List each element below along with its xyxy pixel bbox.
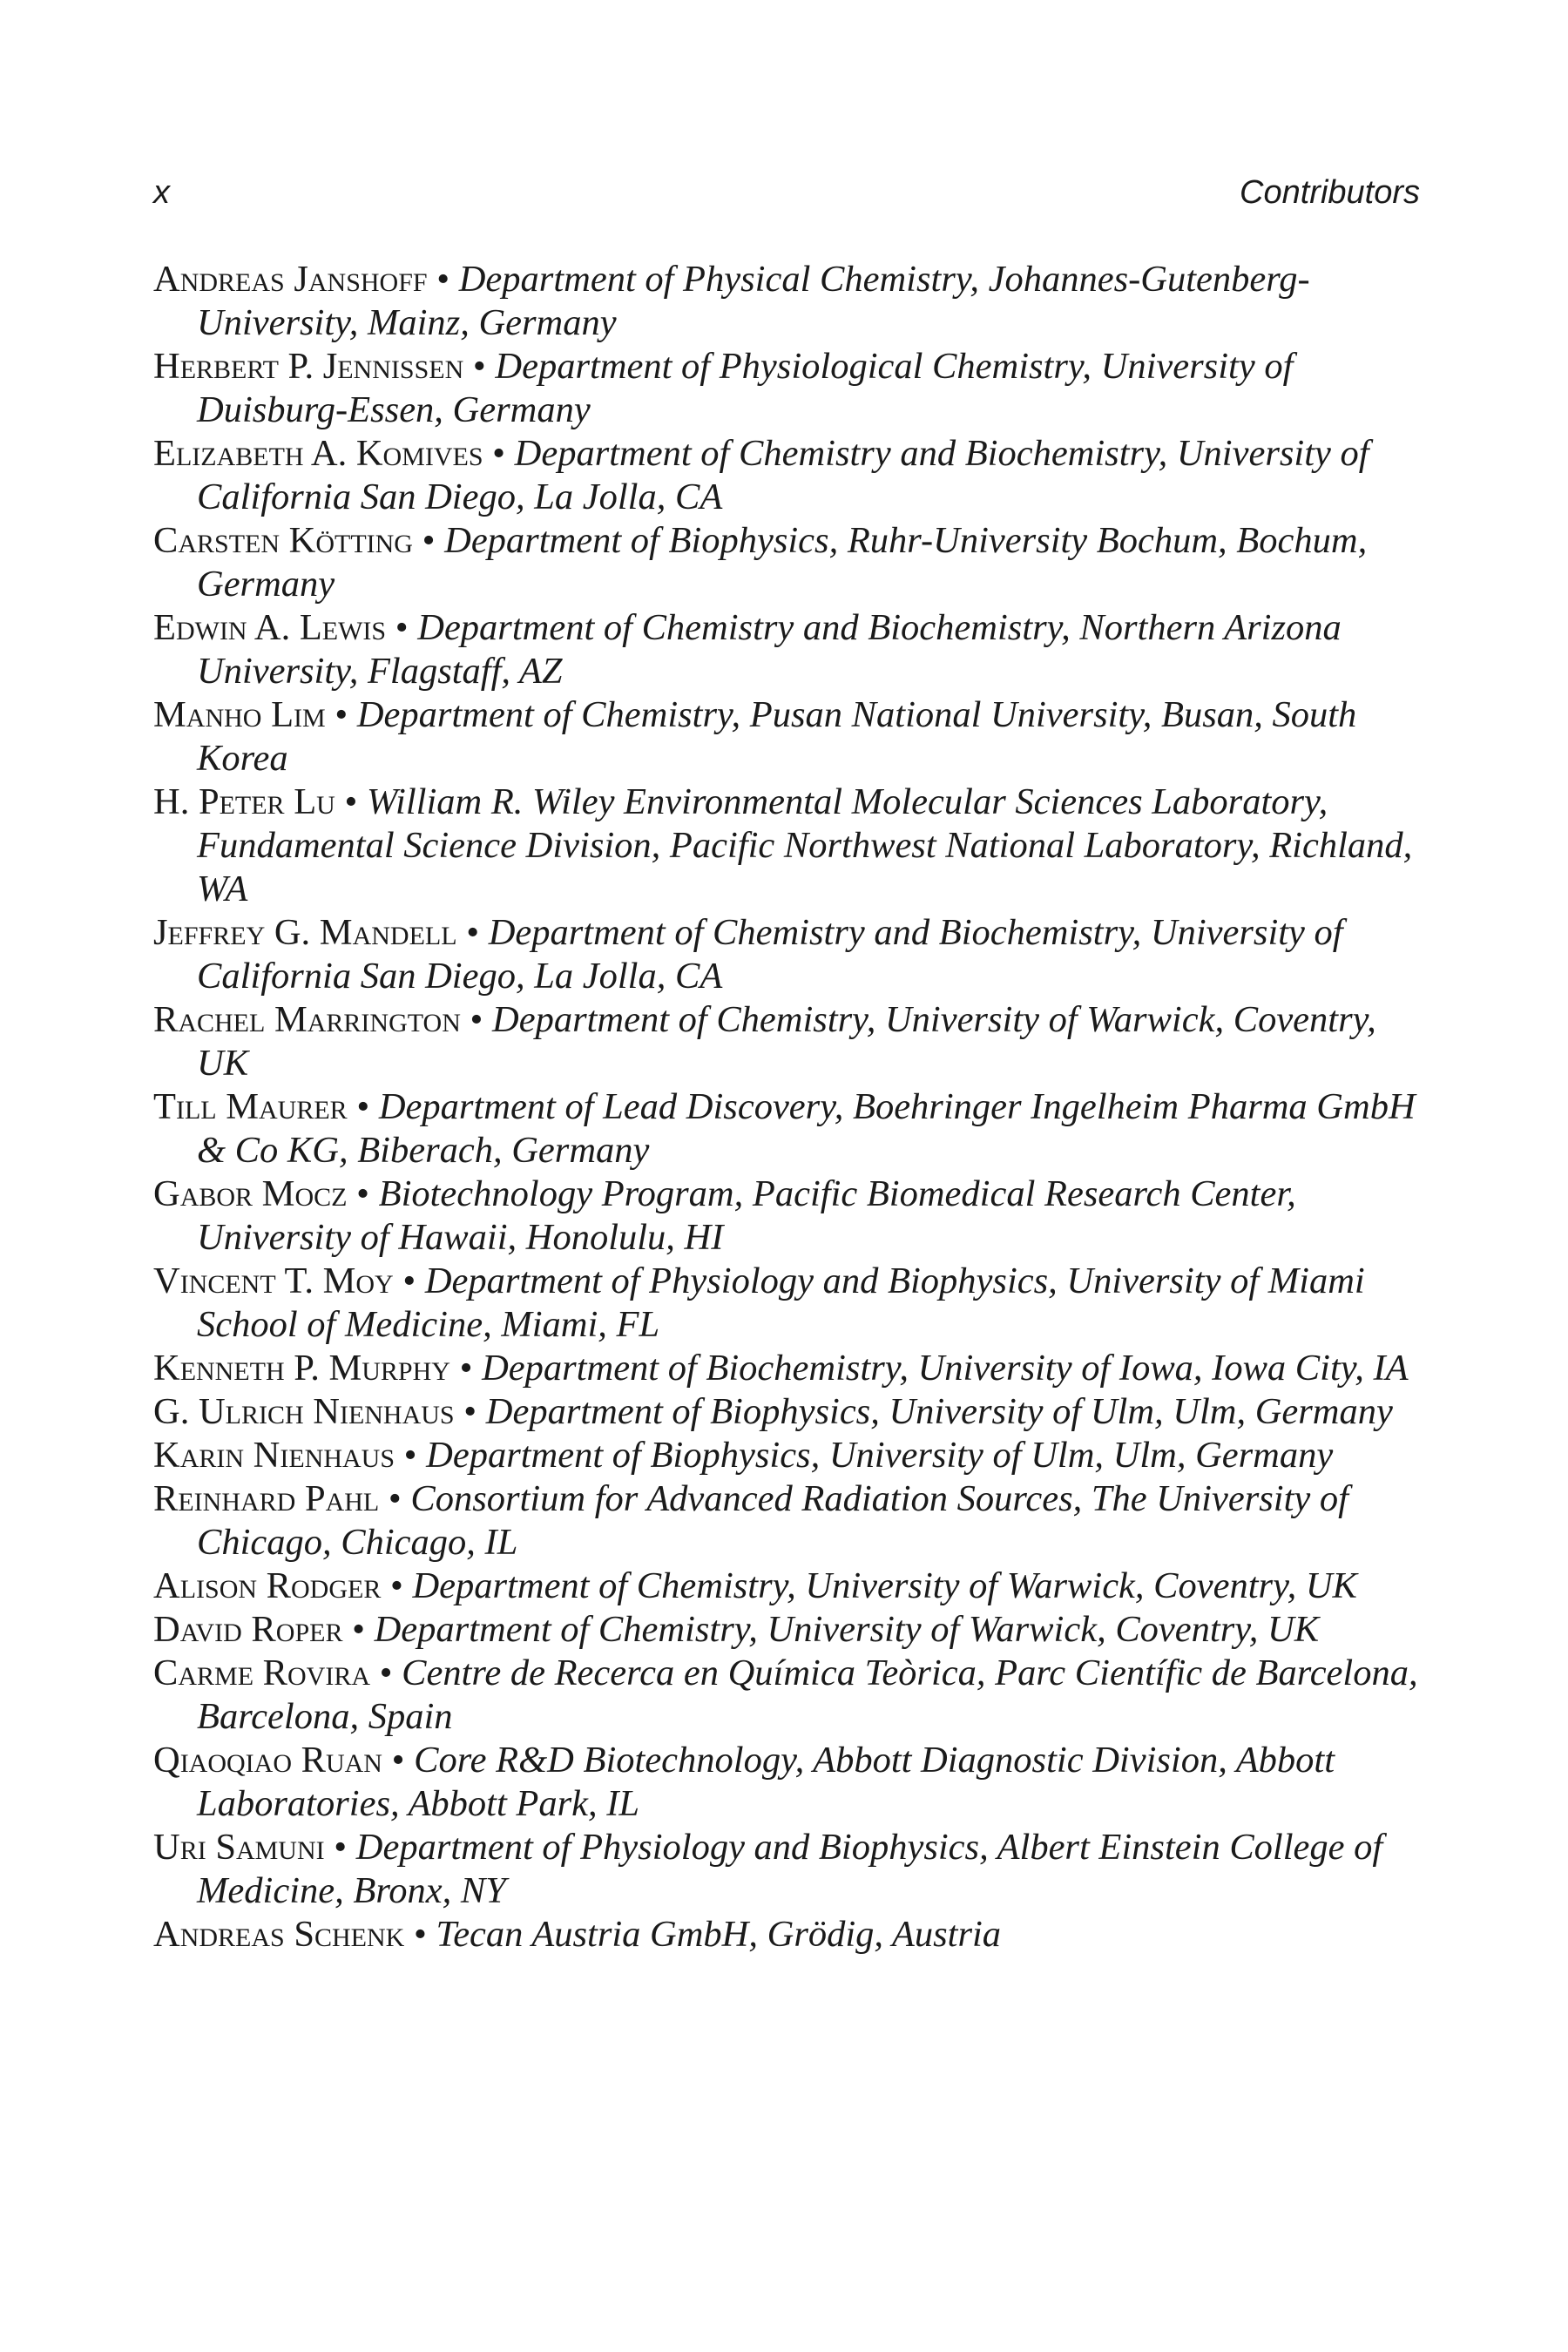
contributor-entry	[153, 1739, 1425, 1826]
contributor-name: G. Ulrich Nienhaus	[153, 1391, 455, 1432]
contributor-name: Rachel Marrington	[153, 999, 461, 1040]
contributor-name: Karin Nienhaus	[153, 1435, 395, 1476]
contributor-name: Carme Rovira	[153, 1652, 370, 1693]
contributor-entry	[153, 345, 1425, 432]
contributor-name: Alison Rodger	[153, 1565, 382, 1606]
contributor-name: Andreas Schenk	[153, 1914, 405, 1955]
contributor-affiliation: Department of Chemistry, University of Warwick, Coventry, UK	[412, 1565, 1357, 1606]
bullet-separator: •	[388, 1478, 402, 1519]
contributor-name: Edwin A. Lewis	[153, 607, 387, 648]
contributor-affiliation: Biotechnology Program, Pacific Biomedical Research Center, University of Hawaii, Honolulu, HI	[197, 1173, 1296, 1258]
page-header	[153, 171, 1420, 214]
contributor-affiliation: Department of Chemistry and Biochemistry, Northern Arizona University, Flagstaff, AZ	[197, 607, 1342, 692]
contributor-entry	[153, 1260, 1425, 1347]
contributor-entry	[153, 1173, 1425, 1260]
contributor-affiliation: Consortium for Advanced Radiation Sources, The University of Chicago, Chicago, IL	[197, 1478, 1348, 1563]
bullet-separator: •	[470, 999, 483, 1040]
contributor-entry	[153, 432, 1425, 519]
contributor-affiliation: Department of Chemistry and Biochemistry, University of California San Diego, La Jolla, CA	[197, 433, 1369, 517]
contributor-affiliation: Department of Lead Discovery, Boehringer Ingelheim Pharma GmbH & Co KG, Biberach, Germany	[197, 1086, 1416, 1171]
contributor-affiliation: Department of Chemistry and Biochemistry, University of California San Diego, La Jolla, CA	[197, 912, 1343, 997]
contributor-entry	[153, 1434, 1425, 1477]
contributor-entry	[153, 781, 1425, 911]
contributor-entry	[153, 1565, 1425, 1608]
bullet-separator: •	[466, 912, 480, 953]
running-title: Contributors	[1240, 174, 1420, 211]
contributor-name: Herbert P. Jennissen	[153, 346, 464, 387]
contributor-name: Jeffrey G. Mandell	[153, 912, 457, 953]
contributor-affiliation: Department of Physiology and Biophysics, Albert Einstein College of Medicine, Bronx, NY	[197, 1827, 1383, 1911]
contributor-entry	[153, 1390, 1425, 1434]
bullet-separator: •	[459, 1348, 473, 1389]
contributor-entry	[153, 606, 1425, 693]
contributor-affiliation: Department of Biophysics, University of Ulm, Ulm, Germany	[426, 1435, 1334, 1476]
contributor-name: H. Peter Lu	[153, 781, 335, 822]
contributor-entry	[153, 1826, 1425, 1913]
contributor-affiliation: Department of Chemistry, Pusan National University, Busan, South Korea	[197, 694, 1357, 779]
contributor-entry	[153, 1347, 1425, 1390]
contributor-affiliation: Centre de Recerca en Química Teòrica, Parc Científic de Barcelona, Barcelona, Spain	[197, 1652, 1418, 1737]
contributor-name: Andreas Janshoff	[153, 259, 428, 300]
contributor-entry	[153, 519, 1425, 606]
contributor-affiliation: Department of Biochemistry, University of Iowa, Iowa City, IA	[482, 1348, 1409, 1389]
bullet-separator: •	[463, 1391, 477, 1432]
bullet-separator: •	[334, 1827, 348, 1868]
bullet-separator: •	[356, 1173, 369, 1214]
contributor-entry	[153, 911, 1425, 998]
bullet-separator: •	[422, 520, 436, 561]
contributor-entry	[153, 998, 1425, 1085]
contributor-name: Qiaoqiao Ruan	[153, 1740, 382, 1781]
bullet-separator: •	[403, 1435, 417, 1476]
bullet-separator: •	[402, 1260, 416, 1301]
bullet-separator: •	[436, 259, 450, 300]
bullet-separator: •	[344, 781, 358, 822]
bullet-separator: •	[352, 1609, 365, 1650]
contributor-affiliation: Department of Physiological Chemistry, University of Duisburg-Essen, Germany	[197, 346, 1294, 430]
bullet-separator: •	[335, 694, 348, 735]
contributor-name: Vincent T. Moy	[153, 1260, 394, 1301]
contributor-entry	[153, 1608, 1425, 1652]
contributor-entry	[153, 1085, 1425, 1173]
bullet-separator: •	[356, 1086, 370, 1127]
contributor-affiliation: Core R&D Biotechnology, Abbott Diagnostic Division, Abbott Laboratories, Abbott Park, IL	[197, 1740, 1335, 1824]
contributor-affiliation: Department of Physical Chemistry, Johannes-Gutenberg-University, Mainz, Germany	[197, 259, 1310, 343]
contributor-entry	[153, 1913, 1425, 1957]
contributor-entry	[153, 693, 1425, 781]
contributor-name: Reinhard Pahl	[153, 1478, 380, 1519]
contributor-affiliation: Department of Chemistry, University of Warwick, Coventry, UK	[374, 1609, 1320, 1650]
contributor-affiliation: Department of Biophysics, Ruhr-University Bochum, Bochum, Germany	[197, 520, 1368, 605]
contributor-name: Elizabeth A. Komives	[153, 433, 483, 474]
bullet-separator: •	[379, 1652, 393, 1693]
bullet-separator: •	[472, 346, 486, 387]
contributor-name: Uri Samuni	[153, 1827, 325, 1868]
contributor-entry	[153, 1477, 1425, 1565]
bullet-separator: •	[391, 1740, 405, 1781]
contributor-affiliation: Department of Biophysics, University of Ulm, Ulm, Germany	[485, 1391, 1393, 1432]
page-number: x	[153, 174, 170, 211]
contributor-affiliation: Tecan Austria GmbH, Grödig, Austria	[436, 1914, 1002, 1955]
contributor-name: Carsten Kötting	[153, 520, 413, 561]
bullet-separator: •	[395, 607, 409, 648]
contributor-affiliation: Department of Chemistry, University of Warwick, Coventry, UK	[197, 999, 1376, 1084]
bullet-separator: •	[413, 1914, 427, 1955]
contributor-affiliation: Department of Physiology and Biophysics, University of Miami School of Medicine, Miami, FL	[197, 1260, 1365, 1345]
contributor-name: Kenneth P. Murphy	[153, 1348, 450, 1389]
contributor-entry	[153, 258, 1425, 345]
contributor-name: Gabor Mocz	[153, 1173, 348, 1214]
bullet-separator: •	[389, 1565, 403, 1606]
contributor-list	[153, 258, 1425, 1957]
bullet-separator: •	[492, 433, 506, 474]
contributor-name: Manho Lim	[153, 694, 326, 735]
contributor-name: Till Maurer	[153, 1086, 348, 1127]
contributor-affiliation: William R. Wiley Environmental Molecular Sciences Laboratory, Fundamental Science Division, Pacific Northwest National Laboratory, Richland, WA	[197, 781, 1413, 909]
contributor-entry	[153, 1652, 1425, 1739]
contributor-name: David Roper	[153, 1609, 343, 1650]
